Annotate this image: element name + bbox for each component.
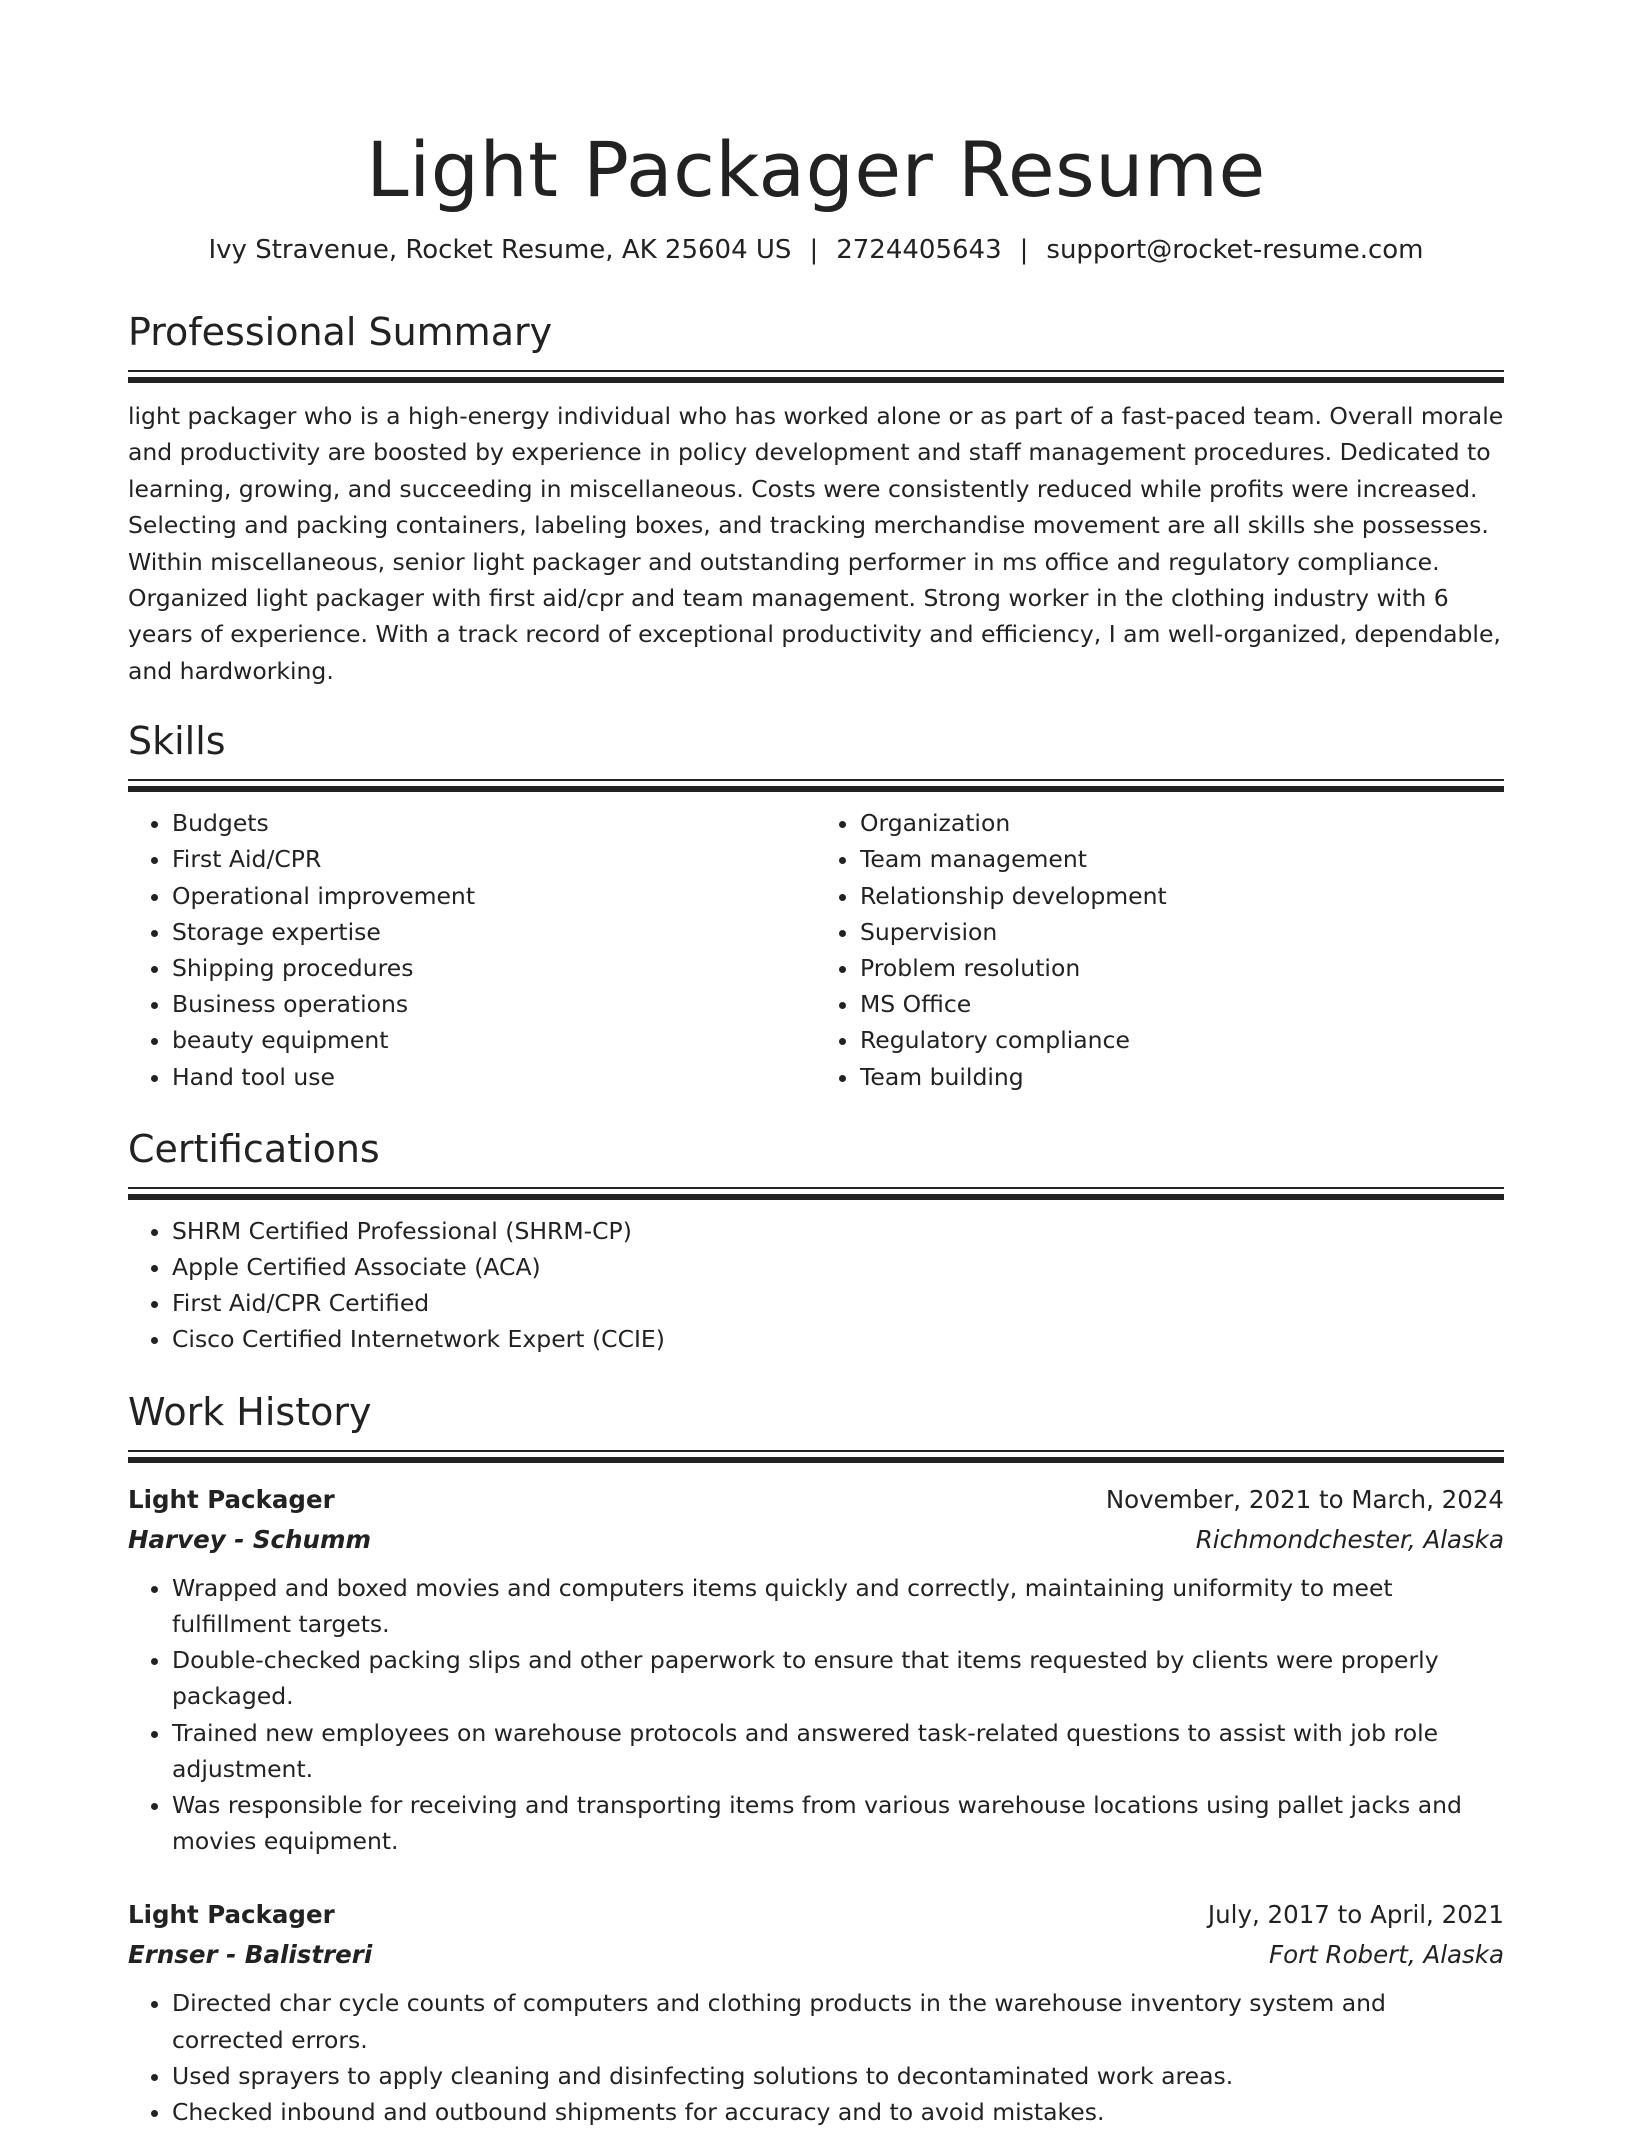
- list-item: • Apple Certified Associate (ACA): [172, 1249, 1504, 1285]
- skills-section: [128, 717, 1504, 1095]
- contact-separator: |: [1019, 235, 1029, 265]
- list-item: • Checked inbound and outbound shipments for accuracy and to avoid mistakes.: [172, 2094, 1504, 2130]
- job-entry: [128, 1895, 1504, 2130]
- list-item: • Directed char cycle counts of computers and clothing products in the warehouse inventory system and corrected errors.: [172, 1985, 1504, 2057]
- list-item: • Double-checked packing slips and other paperwork to ensure that items requested by clients were properly packaged.: [172, 1642, 1504, 1714]
- job-dates: November, 2021 to March, 2024: [1105, 1484, 1504, 1514]
- list-item: • Relationship development: [860, 878, 1504, 914]
- list-item: • Hand tool use: [172, 1059, 816, 1095]
- skills-list-left: [128, 805, 816, 1095]
- summary-section: [128, 308, 1504, 689]
- job-location: Richmondchester, Alaska: [1195, 1524, 1504, 1554]
- certifications-list: [128, 1213, 1504, 1358]
- job-company-row: [128, 1520, 1504, 1560]
- list-item: • Storage expertise: [172, 914, 816, 950]
- list-item: • Used sprayers to apply cleaning and disinfecting solutions to decontaminated work areas.: [172, 2058, 1504, 2094]
- list-item: • beauty equipment: [172, 1022, 816, 1058]
- work-history-section: [128, 1388, 1504, 2130]
- resume-title: Light Packager Resume: [366, 125, 1266, 214]
- phone: 2724405643: [836, 235, 1002, 265]
- list-item: • Shipping procedures: [172, 950, 816, 986]
- list-item: • Wrapped and boxed movies and computers items quickly and correctly, maintaining uniformity to meet fulfillment targets.: [172, 1570, 1504, 1642]
- job-dates: July, 2017 to April, 2021: [1207, 1900, 1504, 1930]
- summary-text: light packager who is a high-energy individual who has worked alone or as part of a fast-paced team. Overall morale and productivity are boosted by experience in policy development and staff management procedures. Dedicated to learning, growing, and succeeding in miscellaneous. Costs were consistently reduced while profits were increased. Selecting and packing containers, labeling boxes, and tracking merchandise movement are all skills she possesses. Within miscellaneous, senior light packager and outstanding performer in ms office and regulatory compliance. Organized light packager with first aid/cpr and team management. Strong worker in the clothing industry with 6 years of experience. With a track record of exceptional productivity and efficiency, I am well-organized, dependable, and hardworking.: [128, 402, 1504, 685]
- list-item: • SHRM Certified Professional (SHRM-CP): [172, 1213, 1504, 1249]
- job-company-row: [128, 1935, 1504, 1975]
- list-item: • Was responsible for receiving and transporting items from various warehouse locations using pallet jacks and movies equipment.: [172, 1787, 1504, 1859]
- contact-separator: |: [809, 235, 819, 265]
- list-item: • Trained new employees on warehouse protocols and answered task-related questions to assist with job role adjustment.: [172, 1715, 1504, 1787]
- section-divider: [128, 370, 1504, 384]
- section-title-certifications: Certifications: [128, 1126, 380, 1171]
- section-divider: [128, 779, 1504, 793]
- contact-line: [128, 232, 1504, 268]
- section-divider: [128, 1187, 1504, 1201]
- list-item: • Supervision: [860, 914, 1504, 950]
- list-item: • Cisco Certified Internetwork Expert (CCIE): [172, 1321, 1504, 1357]
- email: support@rocket-resume.com: [1046, 235, 1424, 265]
- job-bullets: [128, 1570, 1504, 1860]
- job-entry: [128, 1480, 1504, 1860]
- job-title: Light Packager: [128, 1900, 335, 1930]
- list-item: • Budgets: [172, 805, 816, 841]
- address: Ivy Stravenue, Rocket Resume, AK 25604 US: [208, 235, 792, 265]
- list-item: • MS Office: [860, 986, 1504, 1022]
- list-item: • Team management: [860, 841, 1504, 877]
- skills-list-right: [816, 805, 1504, 1095]
- section-title-work-history: Work History: [128, 1389, 372, 1434]
- job-header-row: [128, 1480, 1504, 1520]
- skills-grid: [128, 793, 1504, 1095]
- section-title-skills: Skills: [128, 719, 226, 764]
- list-item: • Operational improvement: [172, 878, 816, 914]
- job-bullets: [128, 1985, 1504, 2130]
- list-item: • Regulatory compliance: [860, 1022, 1504, 1058]
- list-item: • First Aid/CPR Certified: [172, 1285, 1504, 1321]
- job-title: Light Packager: [128, 1484, 335, 1514]
- job-company: Harvey - Schumm: [128, 1524, 372, 1554]
- list-item: • Team building: [860, 1059, 1504, 1095]
- job-location: Fort Robert, Alaska: [1269, 1940, 1504, 1970]
- certifications-section: [128, 1125, 1504, 1358]
- list-item: • Business operations: [172, 986, 816, 1022]
- section-title-summary: Professional Summary: [128, 310, 553, 354]
- resume-page: [128, 118, 1504, 2130]
- list-item: • First Aid/CPR: [172, 841, 816, 877]
- job-header-row: [128, 1895, 1504, 1935]
- section-divider: [128, 1450, 1504, 1464]
- job-company: Ernser - Balistreri: [128, 1940, 373, 1970]
- list-item: • Problem resolution: [860, 950, 1504, 986]
- list-item: • Organization: [860, 805, 1504, 841]
